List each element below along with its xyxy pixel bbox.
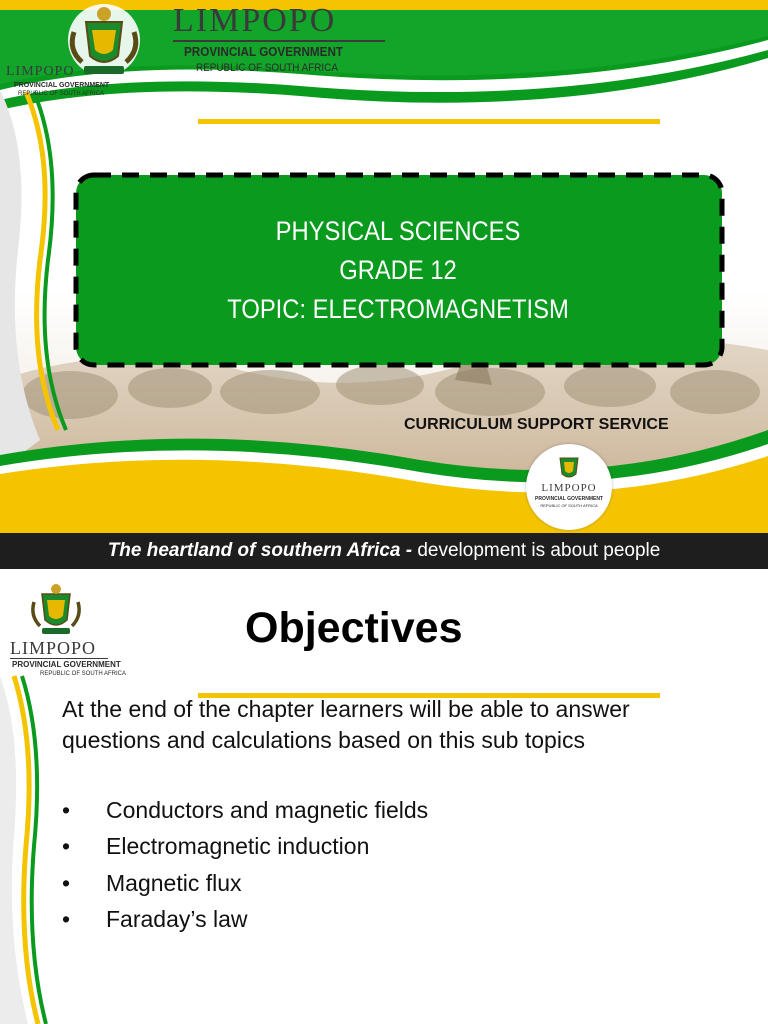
title-box (116, 176, 679, 364)
footer-slogan (0, 536, 768, 566)
intro-line-2: questions and calculations based on this sub topics (62, 727, 585, 753)
bullet-icon: • (62, 906, 71, 932)
logo-name: LIMPOPO (10, 638, 97, 658)
bullet-icon: • (62, 797, 71, 823)
footer-slogan-bold: The heartland of southern Africa - (107, 540, 413, 561)
title-line-1: PHYSICAL SCIENCES (275, 215, 521, 246)
side-logo-line1: PROVINCIAL GOVERNMENT (14, 82, 110, 89)
objectives-slide (0, 576, 768, 1024)
subtitle: CURRICULUM SUPPORT SERVICE (404, 416, 669, 433)
org-line2: REPUBLIC OF SOUTH AFRICA (196, 62, 338, 74)
intro-line-1: At the end of the chapter learners will be able to answer (62, 696, 630, 722)
bullet-text: Conductors and magnetic fields (106, 797, 429, 823)
badge-crest-icon (556, 454, 582, 482)
logo-divider (10, 658, 108, 659)
org-name: LIMPOPO (173, 2, 337, 39)
bullet-icon: • (62, 870, 71, 896)
logo-line2: REPUBLIC OF SOUTH AFRICA (40, 671, 127, 677)
badge-line2: REPUBLIC OF SOUTH AFRICA (540, 503, 598, 508)
bullet-text: Faraday’s law (106, 906, 248, 932)
badge-line1: PROVINCIAL GOVERNMENT (535, 496, 603, 502)
coat-of-arms-logo (26, 582, 86, 638)
side-logo-name: LIMPOPO (6, 64, 75, 79)
org-line1: PROVINCIAL GOVERNMENT (184, 44, 344, 59)
side-logo-line2: REPUBLIC OF SOUTH AFRICA (18, 91, 105, 97)
slide-title: Objectives (245, 604, 463, 652)
org-divider (173, 40, 385, 42)
bullet-icon: • (62, 833, 71, 859)
footer-slogan-regular: development is about people (412, 540, 661, 561)
bullet-text: Electromagnetic induction (106, 833, 370, 859)
list-item (62, 833, 369, 860)
badge-logo (526, 444, 612, 530)
bullet-text: Magnetic flux (106, 870, 242, 896)
list-item (62, 906, 247, 933)
badge-name: LIMPOPO (541, 482, 597, 494)
title-line-2: GRADE 12 (339, 254, 457, 285)
title-line-3: TOPIC: ELECTROMAGNETISM (227, 293, 569, 324)
list-item (62, 797, 428, 824)
logo-line1: PROVINCIAL GOVERNMENT (12, 660, 121, 669)
list-item (62, 870, 242, 897)
